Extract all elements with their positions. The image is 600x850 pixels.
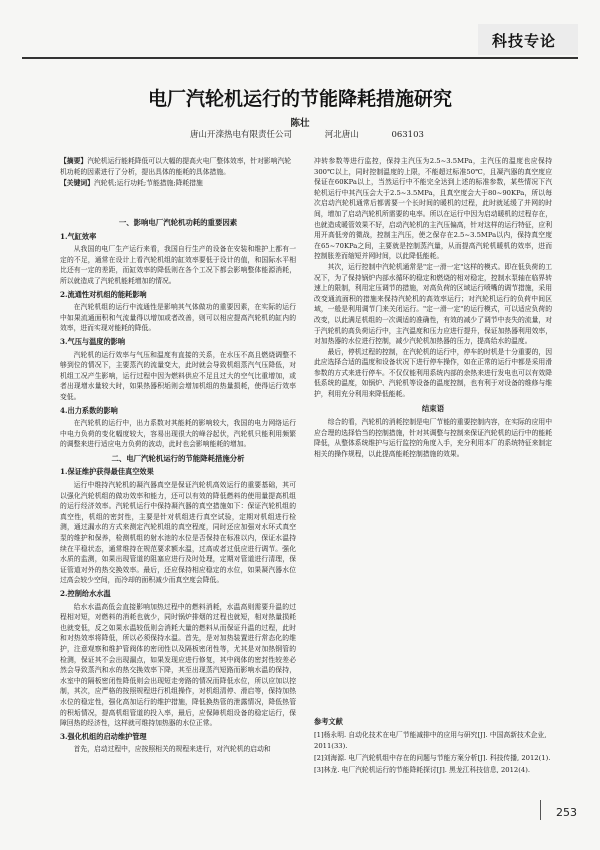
paragraph: 在汽轮机组的运行中流通性是影响其气体做功的重要因素，在实际的运行中如果流通面积和气流量得以增加或者改善，则可以相应提高汽轮机的缸内的效率，进而实现对能耗的降低。 [60, 303, 296, 333]
section-heading: 一、影响电厂汽轮机功耗的重要因素 [118, 218, 238, 227]
affiliation: 唐山开滦热电有限责任公司 [190, 130, 293, 140]
subsection-heading: 2.流通性对机组的能耗影响 [60, 289, 147, 299]
subsection-heading: 4.出力系数的影响 [60, 405, 118, 415]
section-heading: 二、电厂汽轮机运行的节能降耗措施分析 [111, 453, 245, 463]
article-title: 电厂汽轮机运行的节能降耗措施研究 [147, 88, 452, 110]
location: 河北唐山 [324, 130, 359, 140]
author-name: 陈壮 [290, 118, 310, 129]
reference-item: [2]刘海源. 电厂汽轮机组中存在的问题与节能方案分析[J]. 科技传播, 2012(1). [314, 754, 551, 762]
subsection-heading: 2.控制给水水温 [60, 589, 111, 598]
subsection-heading: 3.气压与温度的影响 [60, 336, 126, 346]
right-column [314, 156, 552, 460]
abstract-text: 汽轮机运行能耗降低可以大幅的提高火电厂整体效率，针对影响汽轮机功耗的因素进行了分析，提出具体的能耗的具体措施。 [60, 157, 292, 176]
keywords-label: 【关键词】 [60, 179, 94, 187]
paragraph: 汽轮机的运行效率与气压和温度有直接的关系，在水压不高且燃烧调整不够到位的情况下，主要蒸汽的流量变大，此时就会导致机组蒸汽气压降低，对机组工况产生影响，运行过程中因为燃料供应不足且过大的空气比重增加，或者出现增水量较大时，如果热器积垢则会增加机组的热量损耗，使得运行效率变低。 [60, 350, 296, 401]
abstract-block [60, 156, 295, 189]
references [314, 716, 552, 777]
page-number-rule [540, 800, 541, 820]
paragraph: 其次，运行控制中汽轮机通常是"定一滑一定"这样的模式。即在低负荷的工况下，为了保持锅炉内部水循环的稳定和燃烧的相对稳定，控制水泵轴在临界转速上的限制，利用定压调节的措施，对高负荷的区域运行喷嘴的调节措施，采用改变通流面积的措施来保持汽轮机的高效率运行；对汽轮机运行的负荷中间区域，一般是利用调节门来关闭运行。"定一滑一定"的运行模式，可以适应负荷的改变，以此满足机组的一次调适的准确性，有效的减少了调节中丧失的流量，对于汽轮机的高负荷运行中，主汽温度和压力应进行提升，保证加热器利用效率，对加热器的水位进行控制，减少汽轮机加热器的压力，提高给水的温度。 [314, 262, 552, 346]
keywords [60, 178, 295, 189]
paragraph: 首先，启动过程中，应按照相关的规程来进行，对汽轮机的启动和 [73, 745, 271, 754]
references-heading: 参考文献 [314, 717, 343, 726]
header-rule [22, 57, 578, 59]
left-column [60, 214, 296, 755]
paragraph: 运行中维持汽轮机的凝汽器真空是保证汽轮机高效运行的重要基础，其可以强化汽轮机组的做功效率和能力，还可以有效的降低燃料的使用量提高机组的运行经济效率。汽轮机运行中保持凝汽器的真空措施如下：保证汽轮机组的真空性，机组的密封性，主要是针对机组进行真空试验，定期对机组进行检测，通过漏水的方式来测定汽轮机组的真空程度，同时还应加强对水环式真空泵的维护和保养，检测机组的射水池的水位是否保持在标准以内，保证水温持续在平稳状态，通常维持在规范要求额水温，过高或者过低应进行调节。强化水质的监测，如果出现管道的阻塞应进行及时处理，定期对管道进行清理，保证管道对外的热交换效率。最后，还应保持相应稳定的水位，如果凝汽器水位过高会较少空间，而冷却的面积减少而真空度会降低。 [60, 481, 296, 585]
reference-item: [1]杨永明. 自动化技术在电厂节能减排中的应用与研究[J]. 中国高新技术企业, 2011(33). [314, 731, 547, 750]
reference-item: [3]林龙. 电厂汽轮机运行的节能降耗探讨[J]. 黑龙江科技信息, 2012(4). [314, 766, 531, 774]
paragraph: 最后，停机过程的控制，在汽轮机的运行中，停车的时机是十分重要的，因此应选择合适的温度和设备状况下进行停车操作，如在正常的运行中都是采用滑参数的方式来进行停车。不仅仅能利用系统内部的余热来进行发电也可以有效降低系统的温度，如锅炉、汽轮机等设备的温度控制，也有利于对设备的维修与维护，利用充分利用来降低能耗。 [314, 347, 552, 399]
abstract-label: 【摘要】 [60, 157, 88, 165]
section-label: 科技专论 [492, 32, 557, 50]
postcode: 063103 [391, 130, 424, 140]
affiliation-line [190, 128, 454, 140]
paragraph: 给水水温高低会直接影响加热过程中的燃料消耗，水温高则需要升温的过程相对短，对燃料的消耗也就少，同时锅炉排烟的过程也就短，相对热量损耗也就变低，反之如果水温较低则会消耗大量的燃料从而保证升温的过程，此时和对热效率将降低，所以必须保持水温。首先，是对加热装置进行常态化的维护，注意观察和维护管阀体的密闭性以及隔板密闭性等，尤其是对加热钢管的检测，保证其不会出现漏点，如果发现应进行修复，其中阀体的密封性较差必然会导致蒸汽和水的热交换效率下降，其至出现蒸汽短路而影响水温的保持，水室中的隔板密闭性降低则会出现短走旁路的情况而降低水位，所以应加以控制，其次，应严格的按照规程进行机组操作，对机组清停、滑启等，保持加热水位的稳定性，强化高加运行的维护措施，降低换热管的泄露情况，降低热管的积垢情况，提高机组管道的投入率，最后，应保障机组设备的稳定运行，保障回热的经济性，这样就可维持加热器的水位正常。 [60, 602, 296, 728]
abstract [60, 156, 295, 178]
section-heading: 结束语 [421, 403, 445, 413]
paragraph: 从我国的电厂生产运行来看，我国自行生产的设备在安装和维护上都有一定的不足，通常在设计上看汽轮机组的缸效率要低于设计的值，和国际水平相比还有一定的差距，而缸效率的降低则在各个工况下都会影响整体能源消耗，所以就造成了汽轮机能耗增加的情况。 [60, 245, 296, 285]
paragraph: 在汽轮机的运行中，出力系数对其能耗的影响较大，我国的电力网络运行中电力负荷的变化幅度较大，容易出现很大的峰谷起伏，汽轮机只能利用频繁的调整来进行适应电力负荷的波动，此时也会影响能耗的增加。 [60, 419, 296, 449]
keywords-text: 汽轮机;运行功耗;节能措施;降耗措施 [93, 179, 203, 187]
paragraph: 冲转参数等进行监控，保持主汽压为2.5~3.5MPa，主汽压的温度也应保持300℃以上，同时控制温度的上限，不能超过标准50℃，且凝汽器的真空度应保证在60KPa以上，当然运行中不能完全达到上述的标准参数，某些情况下汽轮机运行中其汽压会大于2.5~3.5MPa，且真空度会大于80~90KPa，所以每次启动汽轮机通常后都需要一个长时间的暖机的过程，此时就延缓了并网的时间，增加了启动汽轮机所需要的电率。所以在运行中因为启动暖机的过程存在，也就造成暖管效果不好，启动汽轮机的主汽压偏高，针对这样的运行特征，应利用开高低旁的微战，控制主汽压，使之保存在2.5~3.5MPa以内，保持真空度在65~70KPa之间，主要就是控制蒸汽量，从而提高汽轮机暖机的效率，进而控制胀差而缩短并网时间，以此降低能耗。 [314, 157, 552, 261]
subsection-heading: 1.气缸效率 [60, 231, 97, 241]
page-number: 253 [556, 806, 577, 819]
subsection-heading: 3.强化机组的启动维护管理 [60, 731, 147, 741]
paragraph: 综合的看，汽轮机的消耗控制是电厂节能的重要控制内容，在实际的应用中应合理的选择恰当的控制措施，针对其调整与控制来保证汽轮机的运行中的能耗降低，从整体系统维护与运行监控的角度入手，充分利用本厂的系统特征来制定相关的操作规程，以此提高能耗控制措施的效果。 [314, 418, 552, 459]
subsection-heading: 1.保证维护获得最佳真空效果 [60, 467, 154, 477]
